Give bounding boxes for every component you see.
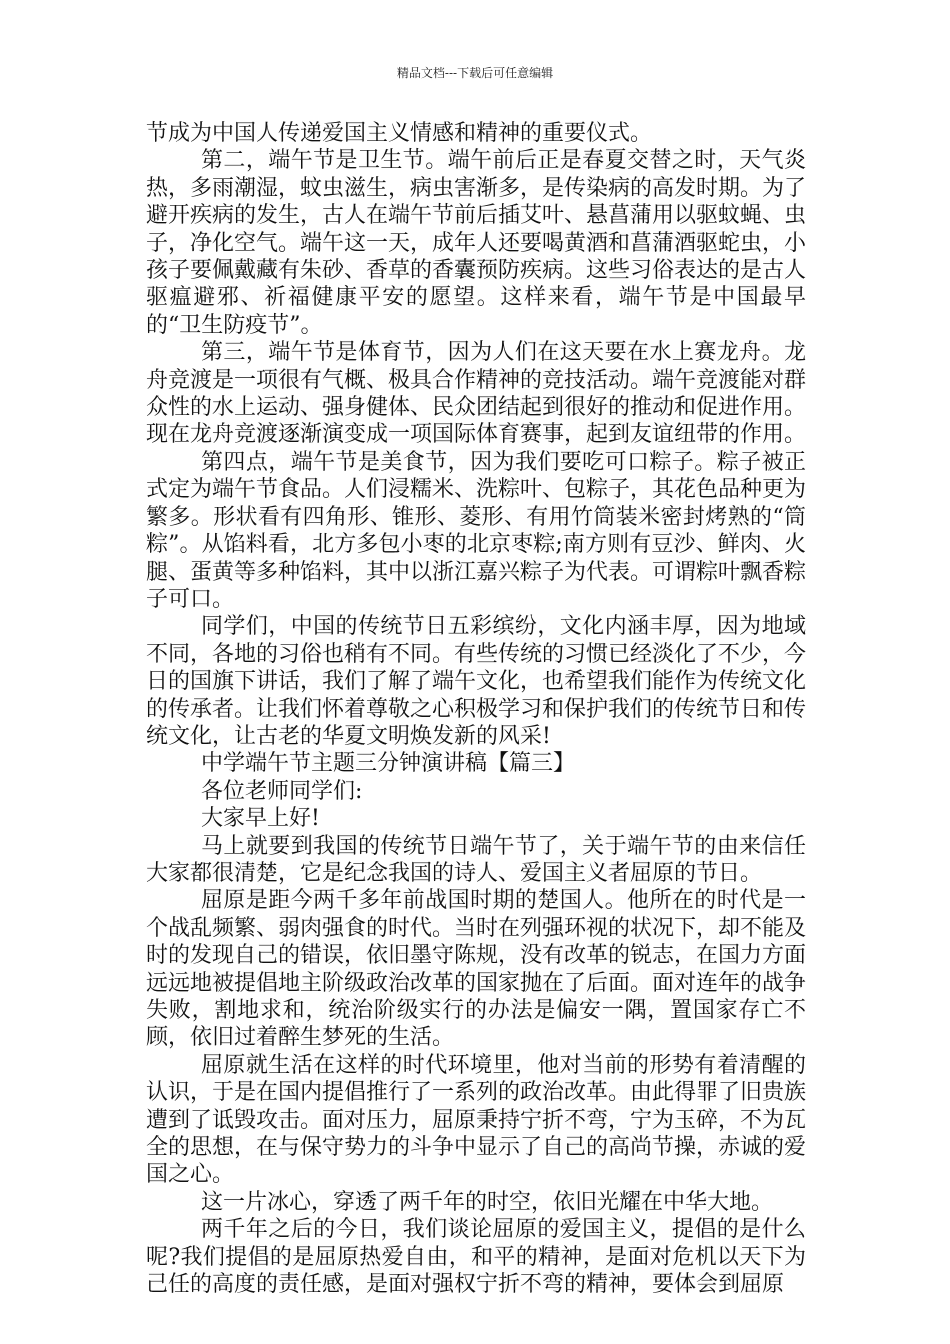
paragraph: 这一片冰心，穿透了两千年的时空，依旧光耀在中华大地。 (201, 1189, 774, 1215)
paragraph: 同学们，中国的传统节日五彩缤纷，文化内涵丰厚，因为地域不同，各地的习俗也稍有不同。有些传统的习惯已经淡化了不少，今日的国旗下讲话，我们了解了端午文化，也希望我们能作为传统文化的传承者。让我们怀着尊敬之心积极学习和保护我们的传统节日和传统文化，让古老的华夏文明焕发新的风采! (146, 614, 807, 749)
greeting: 大家早上好! (201, 806, 320, 832)
paragraph: 屈原就生活在这样的时代环境里，他对当前的形势有着清醒的认识，于是在国内提倡推行了一系列的政治改革。由此得罪了旧贵族遭到了诋毁攻击。面对压力，屈原秉持宁折不弯，宁为玉碎，不为瓦全的思想，在与保守势力的斗争中显示了自己的高尚节操，赤诚的爱国之心。 (146, 1052, 807, 1188)
paragraph: 节成为中国人传递爱国主义情感和精神的重要仪式。 (146, 121, 653, 146)
paragraph: 第三，端午节是体育节，因为人们在这天要在水上赛龙舟。龙舟竞渡是一项很有气概、极具合作精神的竞技活动。端午竞渡能对群众性的水上运动、强身健体、民众团结起到很好的推动和促进作用。现在龙舟竞渡逐渐演变成一项国际体育赛事，起到友谊纽带的作用。 (146, 340, 807, 448)
paragraph: 两千年之后的今日，我们谈论屈原的爱国主义，提倡的是什么呢?我们提倡的是屈原热爱自由，和平的精神，是面对危机以天下为己任的高度的责任感，是面对强权宁折不弯的精神，要体会到屈原 (146, 1217, 806, 1298)
section-heading: 中学端午节主题三分钟演讲稿【篇三】 (201, 751, 576, 777)
salutation: 各位老师同学们: (201, 778, 363, 804)
page-header: 精品文档---下载后可任意编辑 (396, 66, 554, 80)
paragraph: 马上就要到我国的传统节日端午节了，关于端午节的由来信任大家都很清楚，它是纪念我国的诗人、爱国主义者屈原的节日。 (146, 833, 806, 886)
paragraph: 第二，端午节是卫生节。端午前后正是春夏交替之时，天气炎热，多雨潮湿，蚊虫滋生，病虫害渐多，是传染病的高发时期。为了避开疾病的发生，古人在端午节前后插艾叶、悬菖蒲用以驱蚊蝇、虫子，净化空气。端午这一天，成年人还要喝黄酒和菖蒲酒驱蛇虫，小孩子要佩戴藏有朱砂、香草的香囊预防疾病。这些习俗表达的是古人驱瘟避邪、祈福健康平安的愿望。这样来看，端午节是中国最早的“卫生防疫节”。 (146, 148, 807, 338)
paragraph: 屈原是距今两千多年前战国时期的楚国人。他所在的时代是一个战乱频繁、弱肉强食的时代。当时在列强环视的状况下，却不能及时的发现自己的错误，依旧墨守陈规，没有改革的锐志，在国力方面远远地被提倡地主阶级政治改革的国家抛在了后面。面对连年的战争失败，割地求和，统治阶级实行的办法是偏安一隅，置国家存亡不顾，依旧过着醉生梦死的生活。 (146, 888, 807, 1051)
paragraph: 第四点，端午节是美食节，因为我们要吃可口粽子。粽子被正式定为端午节食品。人们浸糯米、洗粽叶、包粽子，其花色品种更为繁多。形状看有四角形、锥形、菱形、有用竹筒装米密封烤熟的“筒粽”。从馅料看，北方多包小枣的北京枣粽;南方则有豆沙、鲜肉、火腿、蛋黄等多种馅料，其中以浙江嘉兴粽子为代表。可谓粽叶飘香粽子可口。 (146, 449, 807, 612)
document-body (146, 120, 806, 1298)
